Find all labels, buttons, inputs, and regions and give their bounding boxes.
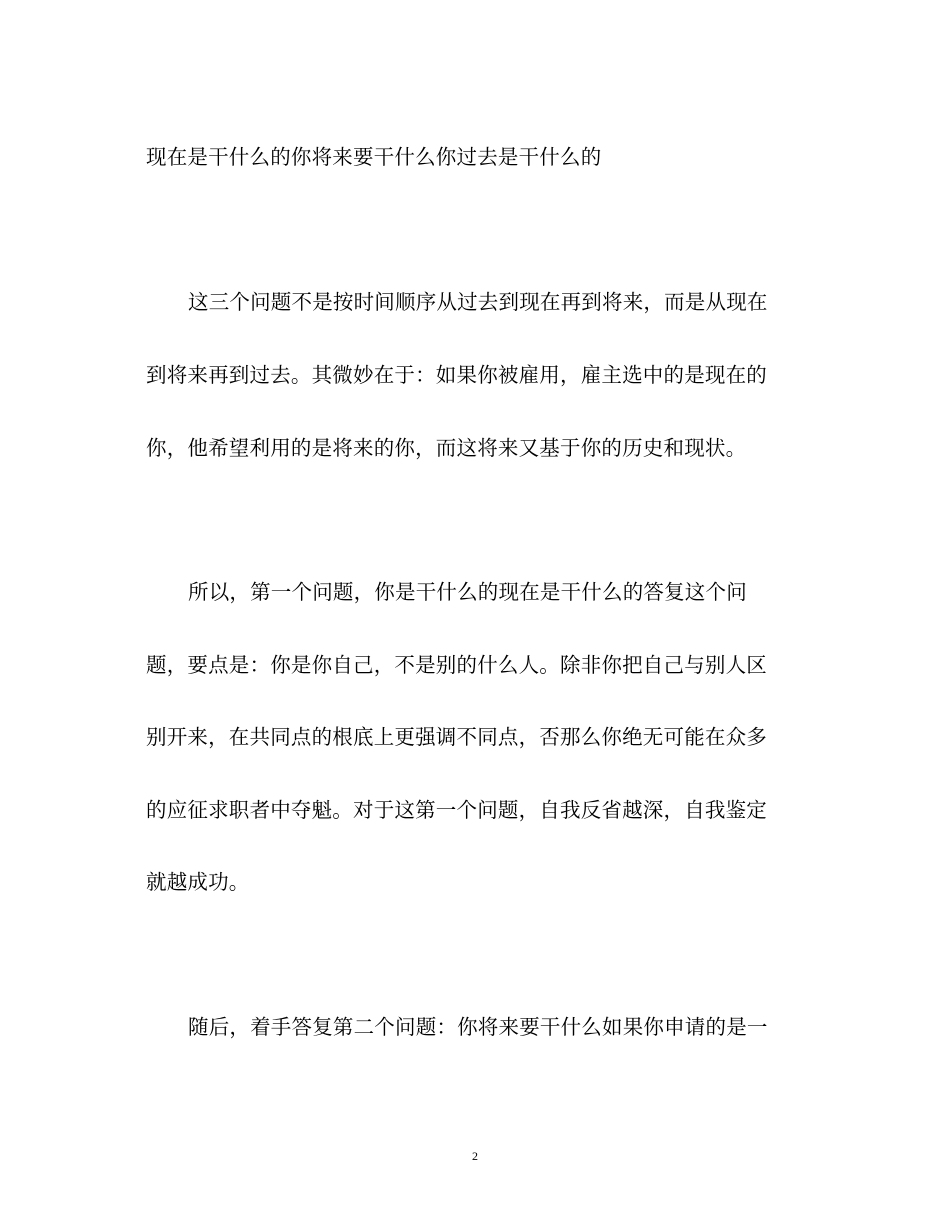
- paragraph-2-line-1: 所以，第一个问题，你是干什么的现在是干什么的答复这个问: [188, 580, 747, 604]
- heading-line: 现在是干什么的你将来要干什么你过去是干什么的: [146, 145, 602, 169]
- paragraph-1-line-2: 到将来再到过去。其微妙在于：如果你被雇用，雇主选中的是现在的: [146, 363, 767, 387]
- paragraph-2-line-3: 别开来，在共同点的根底上更强调不同点，否那么你绝无可能在众多: [146, 725, 767, 749]
- paragraph-1-line-3: 你，他希望利用的是将来的你，而这将来又基于你的历史和现状。: [146, 436, 747, 460]
- page-number: 2: [472, 1149, 478, 1163]
- paragraph-2-line-2: 题，要点是：你是你自己，不是别的什么人。除非你把自己与别人区: [146, 653, 767, 677]
- paragraph-2-line-4: 的应征求职者中夺魁。对于这第一个问题，自我反省越深，自我鉴定: [146, 798, 767, 822]
- paragraph-2-line-5: 就越成功。: [146, 870, 250, 894]
- paragraph-3-line-1: 随后，着手答复第二个问题：你将来要干什么如果你申请的是一: [188, 1015, 768, 1039]
- paragraph-1-line-1: 这三个问题不是按时间顺序从过去到现在再到将来，而是从现在: [188, 290, 768, 314]
